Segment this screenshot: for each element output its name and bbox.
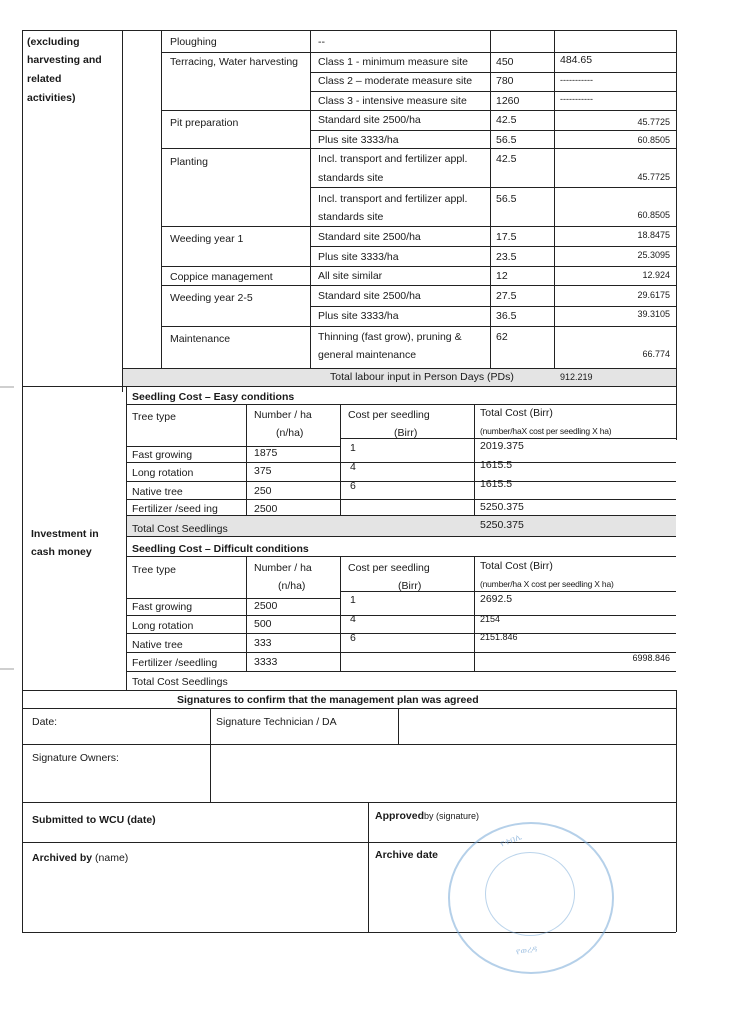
- number-per-ha: 2500: [254, 503, 278, 515]
- header-total: Total Cost (Birr): [480, 407, 553, 419]
- pd-value: 1260: [496, 95, 520, 107]
- row-line: [310, 130, 676, 131]
- spec-ploughing: --: [318, 36, 325, 48]
- pd-value: 42.5: [496, 153, 517, 165]
- activity-weeding-year-2-5: Weeding year 2-5: [170, 292, 253, 304]
- spec: Plus site 3333/ha: [318, 134, 399, 146]
- number-per-ha: 3333: [254, 656, 278, 668]
- pd-value: 36.5: [496, 310, 517, 322]
- tree-type: Fast growing: [132, 449, 193, 461]
- row-line: [161, 285, 676, 286]
- number-per-ha: 333: [254, 637, 272, 649]
- col-line: [246, 556, 247, 672]
- activity-coppice: Coppice management: [170, 271, 273, 283]
- activity-pit: Pit preparation: [170, 117, 239, 129]
- total-cost: 1615.5: [480, 478, 513, 490]
- labour-total-value: 912.219: [560, 372, 593, 382]
- total-cost: 6998.846: [632, 653, 670, 663]
- header-cost: Cost per seedling: [348, 562, 430, 574]
- row-line: [126, 481, 676, 482]
- date-label: Date:: [32, 716, 58, 728]
- spec: Plus site 3333/ha: [318, 251, 399, 263]
- category-label: harvesting and: [27, 54, 102, 66]
- category-divider: [122, 30, 123, 392]
- tree-type: Native tree: [132, 639, 183, 651]
- tree-type: Native tree: [132, 486, 183, 498]
- total-cost: 2019.375: [480, 440, 524, 452]
- category-label: (excluding: [27, 36, 80, 48]
- total-value: 45.7725: [637, 172, 670, 182]
- total-cost: 1615.5: [480, 459, 513, 471]
- row-line: [126, 462, 676, 463]
- row-line: [161, 52, 676, 53]
- row-line: [161, 110, 676, 111]
- row-line: [126, 499, 676, 500]
- col-line: [368, 802, 369, 932]
- pd-value: 27.5: [496, 290, 517, 302]
- spec-divider: [310, 30, 311, 368]
- spec: Class 3 - intensive measure site: [318, 95, 467, 107]
- cost-per-seedling: 4: [350, 613, 356, 625]
- total-divider: [554, 30, 555, 386]
- row-line: [22, 690, 676, 691]
- total-value: -----------: [560, 94, 593, 104]
- row-line: [126, 404, 676, 405]
- row-line: [22, 802, 676, 803]
- right-border: [676, 30, 677, 440]
- spec: Class 2 – moderate measure site: [318, 75, 473, 87]
- row-line: [161, 226, 676, 227]
- header-number: Number / ha: [254, 409, 312, 421]
- activity-planting: Planting: [170, 156, 208, 168]
- row-line: [126, 633, 676, 634]
- cost-per-seedling: 6: [350, 480, 356, 492]
- row-line: [126, 556, 676, 557]
- header-cost: Cost per seedling: [348, 409, 430, 421]
- total-value: 12.924: [642, 270, 670, 280]
- category-label: activities): [27, 92, 76, 104]
- header-tree-type: Tree type: [132, 564, 176, 576]
- cost-per-seedling: 6: [350, 632, 356, 644]
- total-cost: 2151.846: [480, 632, 518, 642]
- total-value: 45.7725: [637, 117, 670, 127]
- pd-value: 62: [496, 331, 508, 343]
- row-line: [126, 446, 340, 447]
- row-line: [126, 671, 676, 672]
- official-stamp-inner-ring: [485, 852, 575, 936]
- stamp-text: የቀበሌ: [498, 832, 524, 850]
- pd-value: 450: [496, 56, 514, 68]
- number-per-ha: 2500: [254, 600, 278, 612]
- row-line: [126, 598, 340, 599]
- signatures-title: Signatures to confirm that the management plan was agreed: [177, 694, 479, 706]
- col-line: [210, 708, 211, 802]
- investment-divider: [126, 386, 127, 690]
- col-line: [474, 556, 475, 672]
- total-value: -----------: [560, 75, 593, 85]
- archived-note: (name): [95, 852, 129, 864]
- pd-value: 42.5: [496, 114, 517, 126]
- spec: general maintenance: [318, 349, 417, 361]
- total-cost: 5250.375: [480, 501, 524, 513]
- archived-text: Archived by: [32, 852, 93, 864]
- cost-per-seedling: 1: [350, 594, 356, 606]
- spec: Incl. transport and fertilizer appl.: [318, 193, 468, 205]
- total-value: 25.3095: [637, 250, 670, 260]
- pd-value: 17.5: [496, 231, 517, 243]
- header-number-unit: (n/ha): [276, 427, 304, 439]
- activity-weeding-year-1: Weeding year 1: [170, 233, 244, 245]
- header-number: Number / ha: [254, 562, 312, 574]
- total-value: 18.8475: [637, 230, 670, 240]
- spec: Incl. transport and fertilizer appl.: [318, 153, 468, 165]
- category-label: related: [27, 73, 62, 85]
- header-total-formula: (number/haX cost per seedling X ha): [480, 426, 612, 436]
- row-line: [310, 72, 676, 73]
- spec: Standard site 2500/ha: [318, 231, 421, 243]
- header-cost-unit: (Birr): [394, 427, 418, 439]
- total-value: 484.65: [560, 54, 593, 66]
- easy-total-label: Total Cost Seedlings: [132, 523, 228, 535]
- spec: Plus site 3333/ha: [318, 310, 399, 322]
- row-line: [340, 591, 676, 592]
- stamp-text: የወረዳ: [515, 944, 539, 958]
- difficult-total-label: Total Cost Seedlings: [132, 676, 228, 688]
- spec: Standard site 2500/ha: [318, 114, 421, 126]
- easy-title: Seedling Cost – Easy conditions: [132, 391, 295, 403]
- technician-signature-label: Signature Technician / DA: [216, 716, 337, 728]
- activity-terracing: Terracing, Water harvesting: [170, 56, 298, 68]
- pd-value: 23.5: [496, 251, 517, 263]
- tree-type: Long rotation: [132, 620, 194, 632]
- investment-category: Investment in: [31, 528, 99, 540]
- header-cost-unit: (Birr): [398, 580, 422, 592]
- difficult-title: Seedling Cost – Difficult conditions: [132, 543, 309, 555]
- row-line: [161, 326, 676, 327]
- row-line: [161, 148, 676, 149]
- number-per-ha: 1875: [254, 447, 278, 459]
- row-line: [310, 306, 676, 307]
- total-value: 29.6175: [637, 290, 670, 300]
- row-line: [310, 187, 676, 188]
- header-total-formula: (number/ha X cost per seedling X ha): [480, 579, 614, 589]
- approved-text: Approved: [375, 810, 425, 822]
- punch-mark: [0, 668, 14, 670]
- activity-ploughing: Ploughing: [170, 36, 217, 48]
- total-value: 66.774: [642, 349, 670, 359]
- row-line: [161, 266, 676, 267]
- approved-label: [375, 810, 479, 822]
- header-number-unit: (n/ha): [278, 580, 306, 592]
- spec: standards site: [318, 211, 384, 223]
- row-line: [22, 708, 676, 709]
- total-value: 60.8505: [637, 210, 670, 220]
- row-line: [310, 246, 676, 247]
- pd-divider: [490, 30, 491, 386]
- spec: Standard site 2500/ha: [318, 290, 421, 302]
- archived-by-label: [32, 852, 128, 864]
- spec: Thinning (fast grow), pruning &: [318, 331, 462, 343]
- investment-category: cash money: [31, 546, 92, 558]
- spec: standards site: [318, 172, 384, 184]
- total-cost: 2692.5: [480, 593, 513, 605]
- cost-per-seedling: 1: [350, 442, 356, 454]
- pd-value: 56.5: [496, 193, 517, 205]
- activity-maintenance: Maintenance: [170, 333, 231, 345]
- labour-total-label: Total labour input in Person Days (PDs): [330, 371, 514, 383]
- easy-total-value: 5250.375: [480, 519, 524, 531]
- row-line: [310, 91, 676, 92]
- tree-type: Fast growing: [132, 601, 193, 613]
- submitted-label: Submitted to WCU (date): [32, 814, 156, 826]
- row-line: [126, 536, 676, 537]
- tree-type: Fertilizer /seed ing: [132, 503, 218, 515]
- tree-type: Fertilizer /seedling: [132, 657, 218, 669]
- tree-type: Long rotation: [132, 467, 194, 479]
- total-value: 60.8505: [637, 135, 670, 145]
- total-cost: 2154: [480, 614, 501, 624]
- row-line: [126, 615, 676, 616]
- pd-value: 56.5: [496, 134, 517, 146]
- owners-signature-label: Signature Owners:: [32, 752, 119, 764]
- spec: All site similar: [318, 270, 383, 282]
- pd-value: 780: [496, 75, 514, 87]
- spec: Class 1 - minimum measure site: [318, 56, 468, 68]
- row-line: [22, 386, 676, 387]
- approved-note: by (signature): [424, 811, 480, 821]
- header-tree-type: Tree type: [132, 411, 176, 423]
- cost-per-seedling: 4: [350, 461, 356, 473]
- number-per-ha: 500: [254, 618, 272, 630]
- left-border: [22, 30, 23, 932]
- row-line: [340, 438, 676, 439]
- row-line: [22, 744, 676, 745]
- archive-date-label: Archive date: [375, 849, 439, 861]
- activity-divider: [161, 30, 162, 368]
- col-line: [340, 556, 341, 672]
- number-per-ha: 375: [254, 465, 272, 477]
- pd-value: 12: [496, 270, 508, 282]
- punch-mark: [0, 386, 14, 388]
- right-border: [676, 690, 677, 932]
- col-line: [398, 708, 399, 744]
- top-border: [22, 30, 676, 31]
- header-total: Total Cost (Birr): [480, 560, 553, 572]
- total-value: 39.3105: [637, 309, 670, 319]
- number-per-ha: 250: [254, 485, 272, 497]
